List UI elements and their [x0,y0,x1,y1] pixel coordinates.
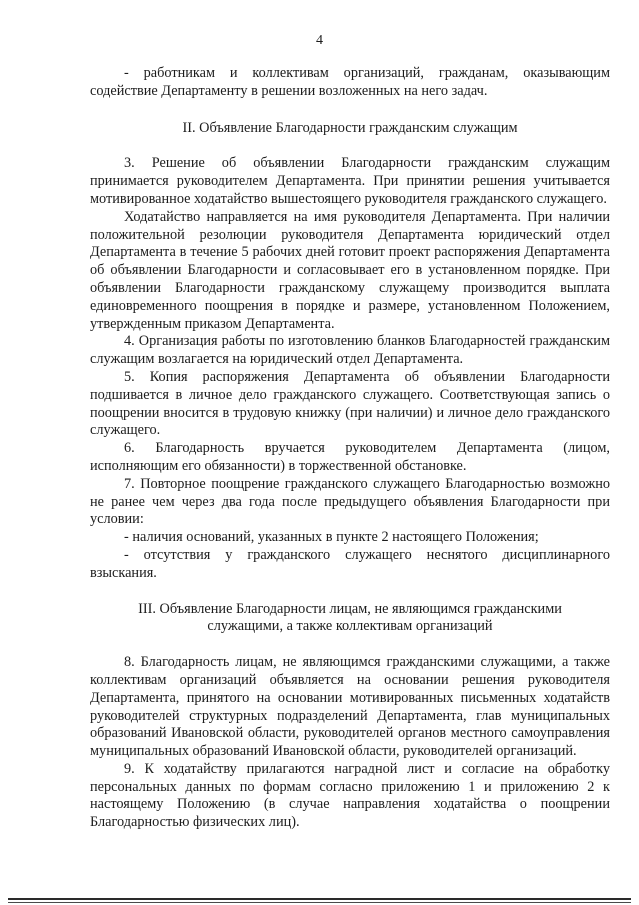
paragraph-5: 5. Копия распоряжения Департамента об объявлении Благодарности подшивается в личное дело гражданского служащего. Соответствующая запись о поощрении вносится в трудовую книжку (при наличии) и личное дело гражданского служащего. [90,368,610,439]
paragraph-7-item-a: - наличия оснований, указанных в пункте 2 настоящего Положения; [124,529,539,546]
document-body [90,65,610,832]
page-number: 4 [316,33,323,48]
paragraph-8: 8. Благодарность лицам, не являющимся гражданскими служащими, а также коллективам организаций объявляется на основании решения руководителя Департамента, принятого на основании мотивированных письменных ходатайств руководителей структурных подразделений Департамента, глав муниципальных образований Ивановской области, руководителей органов местного самоуправления муниципальных образований Ивановской области, руководителей организаций. [90,654,610,760]
paragraph-intro: - работникам и коллективам организаций, гражданам, оказывающим содействие Департаменту в решении возложенных на него задач. [90,65,610,99]
section-heading-3-line1: III. Объявление Благодарности лицам, не являющимся гражданскими [138,600,562,617]
paragraph-3: 3. Решение об объявлении Благодарности гражданским служащим принимается руководителем Департамента. При принятии решения учитывается мотивированное ходатайство вышестоящего руководителя гражданского служащего. [90,155,610,207]
bottom-border-line-thin [8,902,631,903]
section-heading-3 [90,601,610,637]
bottom-border-line [8,898,631,900]
paragraph-3-continued: Ходатайство направляется на имя руководителя Департамента. При наличии положительной резолюции руководителя Департамента юридический отдел Департамента в течение 5 рабочих дней готовит проект распоряжения Департамента об объявлении Благодарности и согласовывает его в установленном порядке. При объявлении Благодарности гражданскому служащему производится выплата единовременного поощрения в порядке и размере, установленном Положением, утвержденным приказом Департамента. [90,208,610,332]
section-heading-2: II. Объявление Благодарности гражданским служащим [182,119,518,136]
paragraph-7-item-b: - отсутствия у гражданского служащего неснятого дисциплинарного взыскания. [90,546,610,581]
section-heading-3-line2: служащими, а также коллективам организаций [207,618,493,635]
paragraph-9: 9. К ходатайству прилагаются наградной лист и согласие на обработку персональных данных по формам согласно приложению 1 и приложению 2 к настоящему Положению (в случае направления ходатайства о поощрении Благодарностью физических лиц). [90,760,610,831]
paragraph-6: 6. Благодарность вручается руководителем Департамента (лицом, исполняющим его обязанности) в торжественной обстановке. [90,440,610,474]
paragraph-7: 7. Повторное поощрение гражданского служащего Благодарностью возможно не ранее чем через два года после предыдущего объявления Благодарности при условии: [90,475,610,528]
paragraph-4: 4. Организация работы по изготовлению бланков Благодарностей гражданским служащим возлагается на юридический отдел Департамента. [90,333,610,368]
